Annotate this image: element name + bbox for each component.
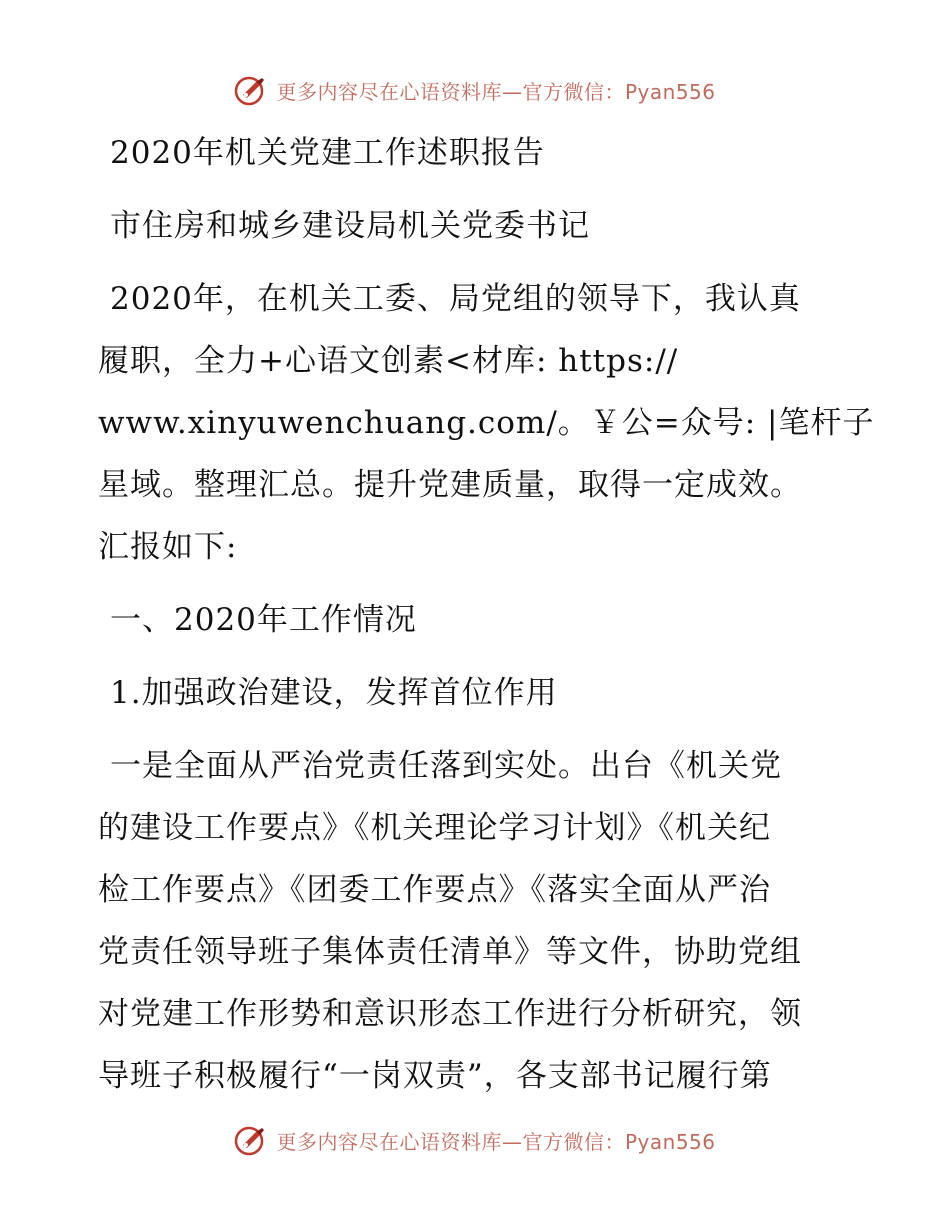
paragraph-line: 一是全面从严治党责任落到实处。出台《机关党 bbox=[110, 748, 782, 784]
section-heading: 一、2020年工作情况 bbox=[110, 602, 417, 638]
footer-watermark bbox=[0, 1120, 950, 1160]
paragraph-line: 2020年，在机关工委、局党组的领导下，我认真 bbox=[110, 281, 801, 317]
paragraph-line: 汇报如下: bbox=[98, 529, 238, 565]
paragraph-line: www.xinyuwenchuang.com/。￥公=众号: |笔杆子 bbox=[98, 405, 875, 441]
watermark-text: 更多内容尽在心语资料库—官方微信： bbox=[276, 79, 625, 104]
paragraph-line: 党责任领导班子集体责任清单》等文件，协助党组 bbox=[98, 934, 802, 970]
watermark-text: 更多内容尽在心语资料库—官方微信： bbox=[276, 1129, 625, 1154]
watermark-wechat-id: Pyan556 bbox=[624, 79, 716, 104]
paragraph-line: 的建设工作要点》《机关理论学习计划》《机关纪 bbox=[98, 810, 771, 846]
document-author: 市住房和城乡建设局机关党委书记 bbox=[110, 208, 590, 244]
pen-nib-circle-logo-icon bbox=[234, 1123, 268, 1157]
pen-nib-circle-logo-icon bbox=[234, 73, 268, 107]
body-paragraph bbox=[98, 735, 858, 1107]
intro-paragraph bbox=[98, 268, 875, 578]
paragraph-line: 履职，全力+心语文创素<材库: https:// bbox=[98, 343, 679, 379]
document-body bbox=[98, 122, 875, 1107]
paragraph-line: 检工作要点》《团委工作要点》《落实全面从严治 bbox=[98, 872, 771, 908]
watermark-wechat-id: Pyan556 bbox=[624, 1129, 716, 1154]
paragraph-line: 导班子积极履行“一岗双责”，各支部书记履行第 bbox=[98, 1058, 772, 1094]
document-title: 2020年机关党建工作述职报告 bbox=[110, 135, 545, 171]
header-watermark bbox=[0, 70, 950, 110]
subsection-heading: 1.加强政治建设，发挥首位作用 bbox=[110, 675, 558, 711]
paragraph-line: 对党建工作形势和意识形态工作进行分析研究，领 bbox=[98, 996, 802, 1032]
paragraph-line: 星域。整理汇总。提升党建质量，取得一定成效。 bbox=[98, 467, 802, 503]
